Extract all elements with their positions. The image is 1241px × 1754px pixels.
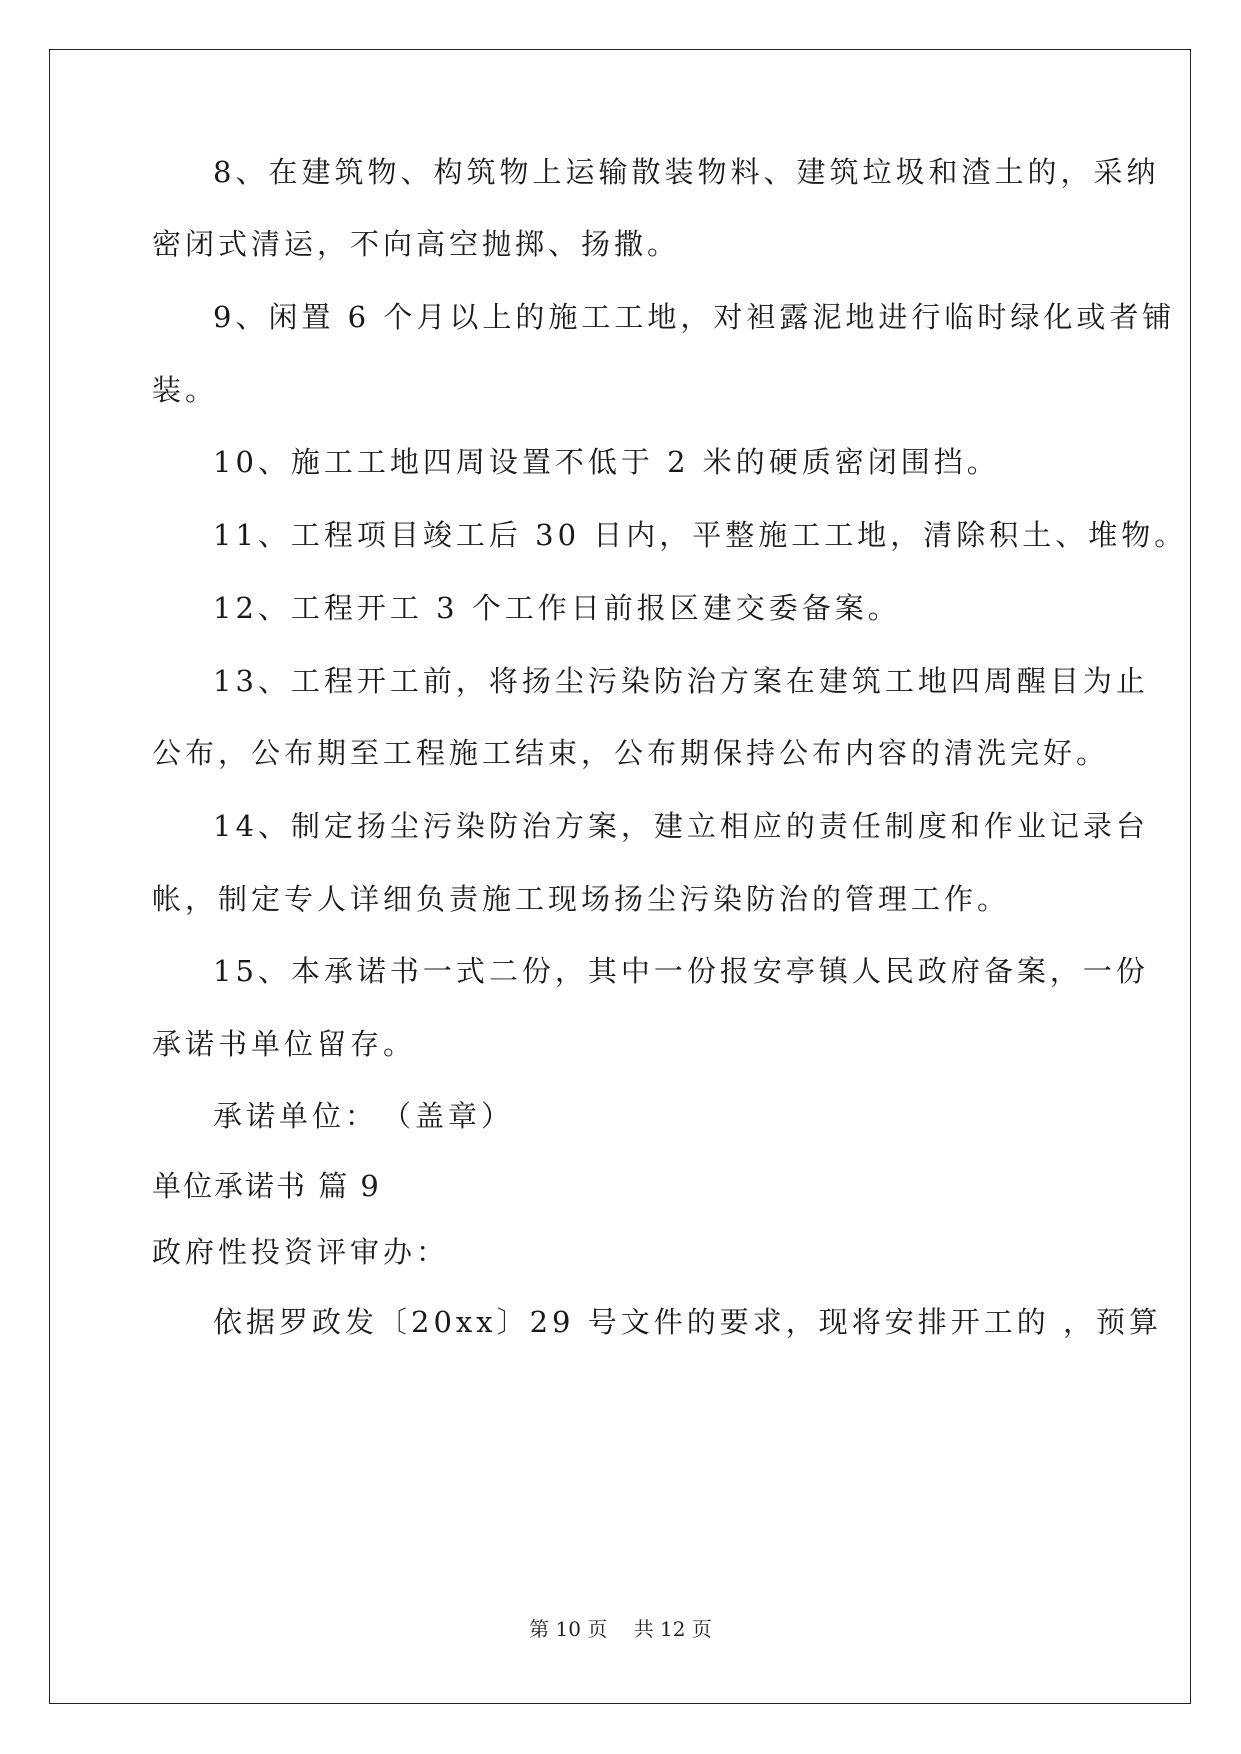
paragraph-9-line-2: 装。 bbox=[152, 373, 219, 407]
salutation: 政府性投资评审办： bbox=[152, 1235, 450, 1269]
paragraph-14-line-2: 帐，制定专人详细负责施工现场扬尘污染防治的管理工作。 bbox=[152, 882, 1011, 916]
paragraph-14-line-1: 14、制定扬尘污染防治方案，建立相应的责任制度和作业记录台 bbox=[213, 809, 1149, 843]
paragraph-15-line-1: 15、本承诺书一式二份，其中一份报安亭镇人民政府备案，一份 bbox=[213, 954, 1149, 988]
paragraph-12: 12、工程开工 3 个工作日前报区建交委备案。 bbox=[213, 591, 901, 625]
paragraph-8-line-2: 密闭式清运，不向高空抛掷、扬撒。 bbox=[152, 227, 681, 261]
paragraph-13-line-1: 13、工程开工前，将扬尘污染防治方案在建筑工地四周醒目为止 bbox=[213, 664, 1149, 698]
body-paragraph-line-1: 依据罗政发〔20xx〕29 号文件的要求，现将安排开工的 ，预算 bbox=[213, 1305, 1162, 1339]
paragraph-11: 11、工程项目竣工后 30 日内，平整施工工地，清除积土、堆物。 bbox=[213, 518, 1188, 552]
paragraph-8-line-1: 8、在建筑物、构筑物上运输散装物料、建筑垃圾和渣土的，采纳 bbox=[213, 155, 1160, 189]
section-heading: 单位承诺书 篇 9 bbox=[152, 1169, 381, 1203]
paragraph-10: 10、施工工地四周设置不低于 2 米的硬质密闭围挡。 bbox=[213, 445, 1000, 479]
signature-unit-line: 承诺单位： （盖章） bbox=[213, 1099, 515, 1133]
page-footer: 第 10 页 共 12 页 bbox=[529, 1617, 712, 1641]
paragraph-15-line-2: 承诺书单位留存。 bbox=[152, 1027, 417, 1061]
paragraph-13-line-2: 公布，公布期至工程施工结束，公布期保持公布内容的清洗完好。 bbox=[152, 736, 1110, 770]
paragraph-9-line-1: 9、闲置 6 个月以上的施工工地，对袒露泥地进行临时绿化或者铺 bbox=[213, 300, 1176, 334]
